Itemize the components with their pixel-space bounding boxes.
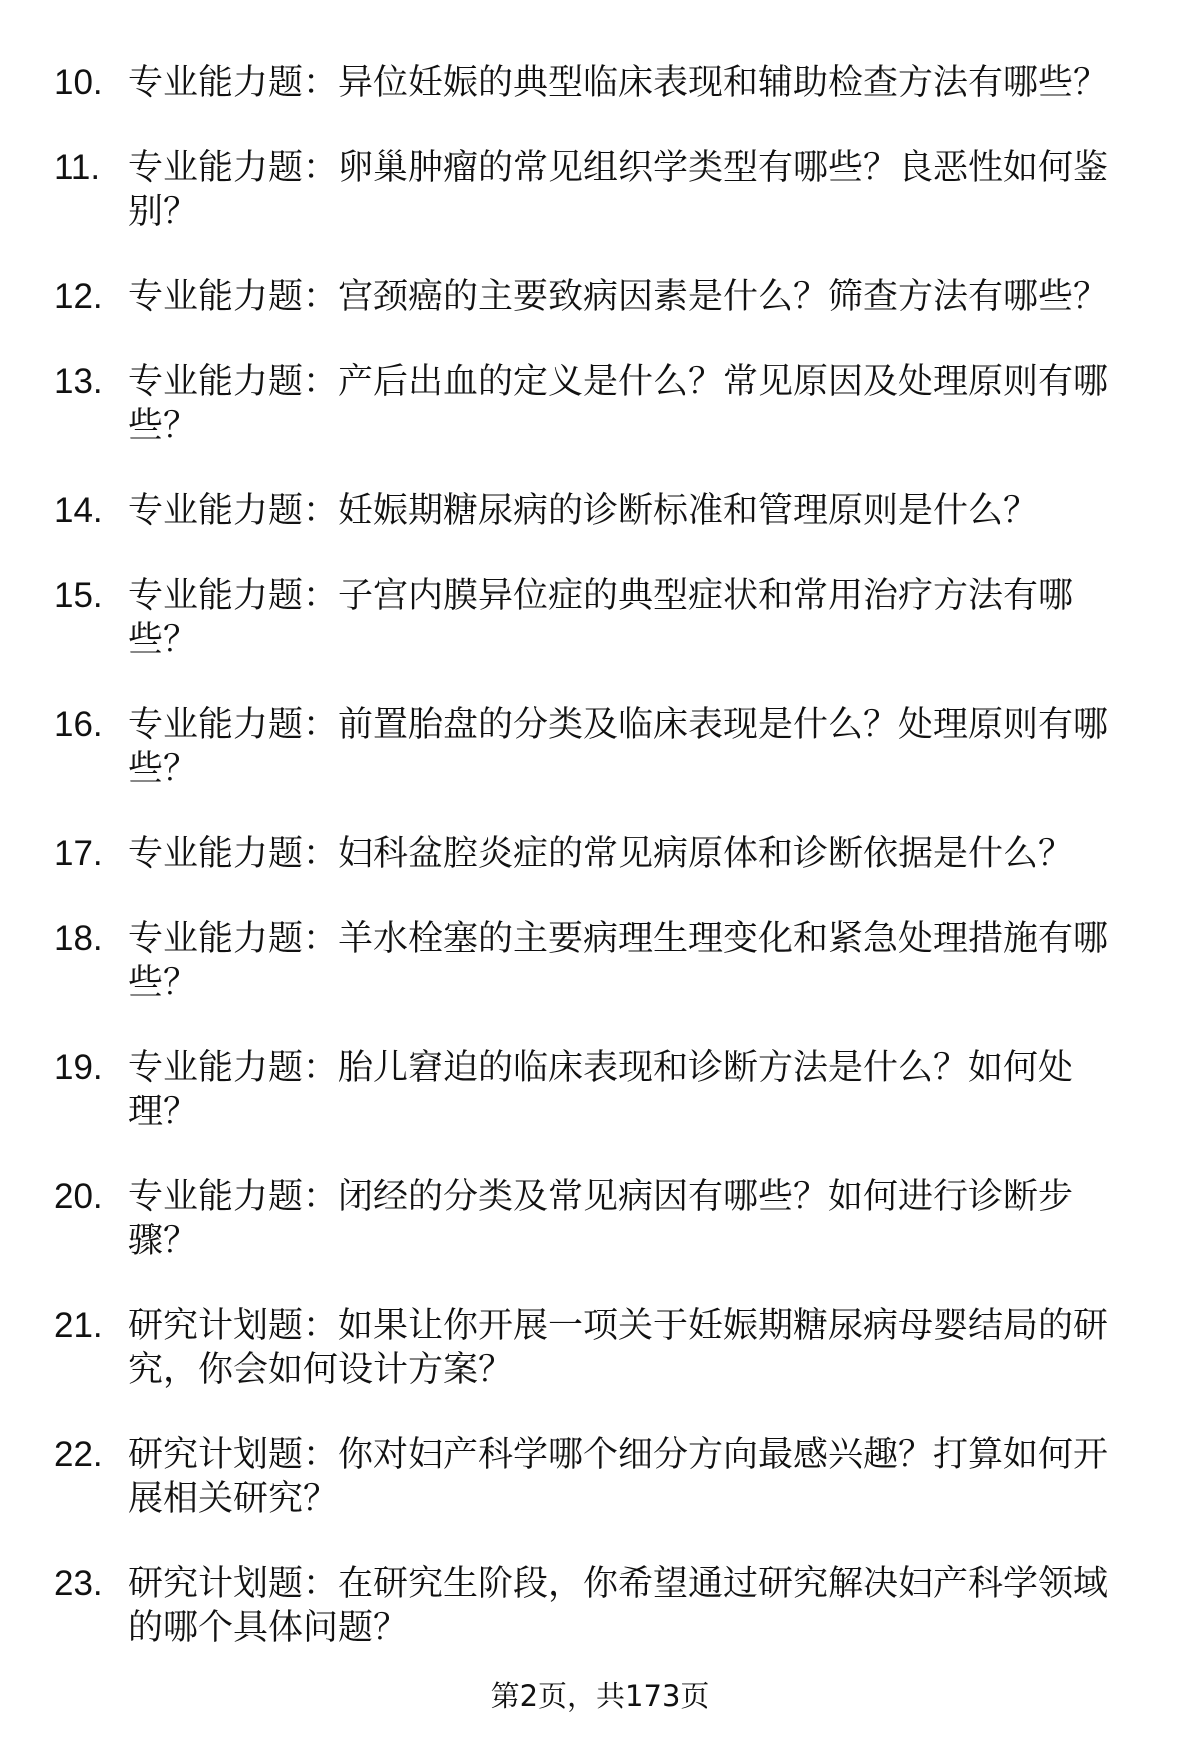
question-item <box>0 61 1200 105</box>
question-item <box>0 1046 1200 1134</box>
question-text: 专业能力题：卵巢肿瘤的常见组织学类型有哪些？良恶性如何鉴别？ <box>128 148 1109 232</box>
question-number: 12. <box>54 277 103 316</box>
question-item <box>0 360 1200 448</box>
question-number: 23. <box>54 1564 103 1603</box>
question-text: 专业能力题：羊水栓塞的主要病理生理变化和紧急处理措施有哪些？ <box>128 919 1109 1003</box>
question-item <box>0 1433 1200 1521</box>
question-text: 研究计划题：你对妇产科学哪个细分方向最感兴趣？打算如何开展相关研究？ <box>128 1435 1109 1519</box>
question-number: 18. <box>54 919 103 958</box>
question-number: 16. <box>54 705 103 744</box>
question-number: 19. <box>54 1048 103 1087</box>
question-text: 专业能力题：异位妊娠的典型临床表现和辅助检查方法有哪些？ <box>128 63 1109 103</box>
question-number: 13. <box>54 362 103 401</box>
question-item <box>0 1304 1200 1392</box>
question-item <box>0 574 1200 662</box>
question-item <box>0 1562 1200 1650</box>
question-text: 专业能力题：宫颈癌的主要致病因素是什么？筛查方法有哪些？ <box>128 277 1109 317</box>
question-number: 20. <box>54 1177 103 1216</box>
question-item <box>0 703 1200 791</box>
question-item <box>0 1175 1200 1263</box>
page-number: 第2页，共173页 <box>490 1679 710 1713</box>
question-item <box>0 489 1200 533</box>
question-number: 14. <box>54 491 103 530</box>
question-number: 15. <box>54 576 103 615</box>
question-number: 10. <box>54 63 103 102</box>
question-number: 22. <box>54 1435 103 1474</box>
question-text: 专业能力题：前置胎盘的分类及临床表现是什么？处理原则有哪些？ <box>128 705 1109 789</box>
question-item <box>0 917 1200 1005</box>
question-text: 专业能力题：妇科盆腔炎症的常见病原体和诊断依据是什么？ <box>128 834 1074 874</box>
question-text: 专业能力题：子宫内膜异位症的典型症状和常用治疗方法有哪些？ <box>128 576 1074 660</box>
question-text: 研究计划题：在研究生阶段，你希望通过研究解决妇产科学领域的哪个具体问题？ <box>128 1564 1109 1648</box>
question-text: 专业能力题：妊娠期糖尿病的诊断标准和管理原则是什么？ <box>128 491 1039 531</box>
question-number: 21. <box>54 1306 103 1345</box>
question-list <box>0 61 1200 1691</box>
question-item <box>0 275 1200 319</box>
question-text: 专业能力题：胎儿窘迫的临床表现和诊断方法是什么？如何处理？ <box>128 1048 1074 1132</box>
question-number: 11. <box>54 148 101 187</box>
question-text: 专业能力题：产后出血的定义是什么？常见原因及处理原则有哪些？ <box>128 362 1109 446</box>
question-number: 17. <box>54 834 103 873</box>
question-text: 研究计划题：如果让你开展一项关于妊娠期糖尿病母婴结局的研究，你会如何设计方案？ <box>128 1306 1109 1390</box>
question-item <box>0 832 1200 876</box>
question-text: 专业能力题：闭经的分类及常见病因有哪些？如何进行诊断步骤？ <box>128 1177 1074 1261</box>
question-item <box>0 146 1200 234</box>
